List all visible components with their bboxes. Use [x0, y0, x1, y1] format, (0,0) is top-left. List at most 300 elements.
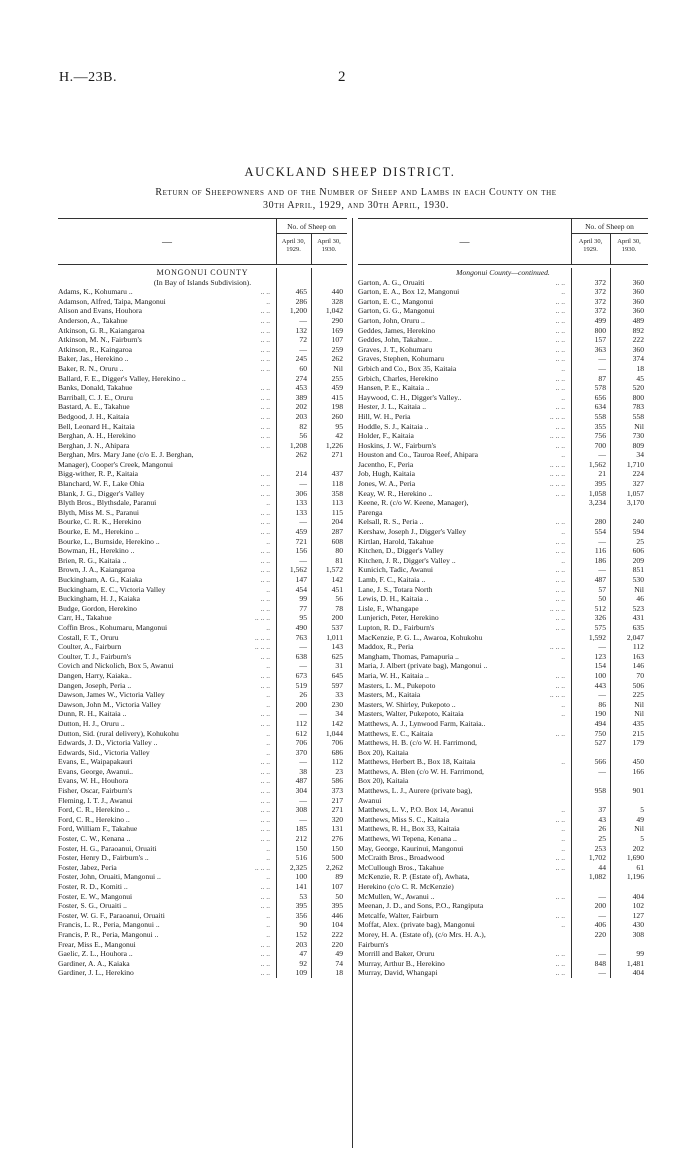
table-row	[58, 824, 347, 834]
leader-dots: .. ..	[260, 527, 270, 537]
table-row	[358, 402, 648, 412]
sheep-1929: 558	[594, 411, 606, 421]
owner-name: Kirtlan, Harold, Takahue	[358, 536, 434, 546]
owner-name: Blyth Bros., Blythsdale, Paranui	[58, 498, 157, 508]
sheep-1929: 389	[295, 392, 307, 402]
owner-name: Bourke, C. R. K., Herekino	[58, 517, 142, 527]
table-row	[58, 815, 347, 825]
leader-dots: .. ..	[260, 718, 270, 728]
leader-dots: ..	[266, 843, 270, 853]
sheep-1930: 107	[331, 335, 343, 345]
sheep-1929: 253	[594, 843, 606, 853]
sheep-1930: 360	[632, 296, 644, 306]
table-row	[358, 729, 648, 739]
table-row	[58, 326, 347, 336]
table-row	[58, 719, 347, 729]
owner-name: Graves, Stephen, Kohumaru	[358, 354, 445, 364]
sheep-1929: 99	[299, 594, 307, 604]
table-row	[58, 940, 347, 950]
table-row	[358, 345, 648, 355]
leader-dots: ..	[266, 622, 270, 632]
owner-name: Carr, H., Takahue	[58, 613, 112, 623]
table-row	[58, 565, 347, 575]
owner-name: Buckingham, E. C., Victoria Valley	[58, 584, 166, 594]
leader-dots: .. ..	[555, 354, 565, 364]
sheep-1930: 1,196	[626, 872, 644, 882]
sheep-1929: 519	[295, 680, 307, 690]
leader-dots: ..	[266, 536, 270, 546]
leader-dots: .. ..	[260, 431, 270, 441]
owner-name: Parenga	[358, 507, 383, 517]
sheep-1930: 163	[632, 651, 644, 661]
sheep-1930: 901	[632, 786, 644, 796]
table-row	[358, 805, 648, 815]
column-rule	[276, 268, 277, 978]
owner-name: Ford, William F., Takahue	[58, 824, 138, 834]
leader-dots: .. ..	[260, 575, 270, 584]
header-year-1929: April 30, 1929.	[578, 238, 603, 253]
leader-dots: .. ..	[555, 440, 565, 450]
sheep-1929: 116	[594, 546, 606, 556]
sheep-1930: Nil	[634, 709, 644, 719]
sheep-1929: 1,562	[289, 565, 307, 575]
sheep-1929: 763	[295, 632, 307, 642]
owner-name: Fairburn's	[358, 939, 389, 949]
owner-name: Matthews, Miss S. C., Kaitaia	[358, 814, 450, 824]
table-row	[58, 374, 347, 384]
sheep-1930: 262	[331, 354, 343, 364]
table-row	[358, 479, 648, 489]
sheep-1929: 60	[299, 363, 307, 373]
leader-dots: .. .. ..	[254, 862, 270, 872]
table-row	[358, 719, 648, 729]
table-row	[358, 786, 648, 796]
sheep-1930: 18	[636, 363, 644, 373]
leader-dots: .. ..	[260, 968, 270, 978]
sheep-1930: 107	[331, 882, 343, 891]
owner-name: Bell, Leonard H., Kaitaia	[58, 421, 135, 431]
table-row	[358, 661, 648, 671]
sheep-1930: 113	[331, 498, 343, 508]
owner-name: Foster, S. G., Oruaiti ..	[58, 901, 127, 911]
owner-name: Masters, L. M., Pukepoto	[358, 680, 436, 690]
sheep-1930: 225	[632, 690, 644, 700]
table-row	[358, 594, 648, 604]
leader-dots: .. .. ..	[549, 479, 565, 489]
county-subheading: (In Bay of Islands Subdivision).	[153, 277, 252, 287]
table-row	[58, 479, 347, 489]
sheep-1930: 686	[331, 747, 343, 757]
leader-dots: .. ..	[260, 891, 270, 901]
sheep-1930: 74	[335, 958, 343, 968]
leader-dots: .. ..	[260, 949, 270, 959]
leader-dots: ..	[561, 287, 565, 297]
table-body	[358, 268, 648, 978]
table-row	[58, 508, 347, 518]
sheep-1930: 586	[331, 776, 343, 786]
sheep-1930: 217	[331, 795, 343, 805]
owner-name: Masters, W. Shirley, Pukepoto ..	[358, 699, 456, 709]
sheep-1930: 23	[335, 766, 343, 776]
owner-name: Atkinson, M. N., Fairburn's	[58, 335, 142, 345]
leader-dots: .. ..	[555, 536, 565, 546]
table-row	[58, 709, 347, 719]
owner-name: Morey, H. A. (Estate of), (c/o Mrs. H. A.),	[358, 929, 486, 939]
sheep-1929: —	[598, 891, 606, 901]
sheep-1930: 395	[331, 901, 343, 911]
owner-name: Berghan, Mrs. Mary Jane (c/o E. J. Berghan,	[58, 450, 194, 460]
table-row	[358, 671, 648, 681]
owner-name: Geddes, John, Takahue..	[358, 335, 432, 345]
sheep-1929: 370	[295, 747, 307, 757]
leader-dots: .. ..	[555, 622, 565, 632]
owner-name: Awanui	[358, 795, 382, 805]
sheep-1929: 72	[299, 335, 307, 345]
owner-name: Murray, David, Whangapi	[358, 968, 438, 978]
table-row	[58, 422, 347, 432]
sheep-1929: 443	[594, 680, 606, 690]
sheep-1929: 77	[299, 603, 307, 613]
sheep-1930: 431	[632, 613, 644, 623]
sheep-1929: 1,562	[588, 459, 606, 469]
header-divider	[571, 219, 572, 264]
table-row	[358, 834, 648, 844]
leader-dots: .. ..	[260, 786, 270, 796]
sheep-1930: 33	[335, 690, 343, 700]
leader-dots: .. ..	[260, 680, 270, 690]
table-row	[358, 748, 648, 758]
table-row	[58, 853, 347, 863]
sheep-1930: Nil	[333, 363, 343, 373]
sheep-1930: 46	[636, 594, 644, 604]
leader-dots: .. ..	[260, 651, 270, 661]
sheep-1929: 44	[598, 862, 606, 872]
sheep-1929: 454	[295, 584, 307, 594]
sheep-1930: 1,572	[325, 565, 343, 575]
leader-dots: .. ..	[555, 565, 565, 575]
leader-dots: .. ..	[260, 392, 270, 402]
table-row	[358, 450, 648, 460]
leader-dots: .. ..	[260, 469, 270, 479]
table-row	[58, 450, 347, 460]
leader-dots: .. ..	[555, 910, 565, 920]
sheep-1929: 87	[598, 373, 606, 383]
leader-dots: .. .. ..	[549, 642, 565, 652]
table-row	[358, 316, 648, 326]
owner-name: Foster, John, Oruaiti, Mangonui ..	[58, 872, 161, 882]
sheep-1929: 465	[295, 287, 307, 297]
sheep-1930: 523	[632, 603, 644, 613]
sheep-1930: 102	[632, 901, 644, 911]
sheep-1929: 516	[295, 853, 307, 863]
owner-name: Bowman, H., Herekino ..	[58, 546, 135, 556]
sheep-1930: 142	[331, 575, 343, 584]
sheep-1930: 327	[632, 479, 644, 489]
sheep-1930: 597	[331, 680, 343, 690]
header-divider	[311, 233, 312, 264]
owner-name: Francis, L. R., Peria, Mangonui ..	[58, 920, 160, 930]
owner-name: Hoddle, S. J., Kaitaia ..	[358, 421, 429, 431]
owner-name: McKenzie, R. P. (Estate of), Awhata,	[358, 872, 470, 882]
sheep-1930: 625	[331, 651, 343, 661]
owner-name: Foster, Jabez, Peria	[58, 862, 117, 872]
sheep-1930: 276	[331, 834, 343, 844]
sheep-1929: 157	[594, 335, 606, 345]
table-row	[358, 393, 648, 403]
sheep-1930: 437	[331, 469, 343, 479]
sheep-1930: 80	[335, 546, 343, 556]
leader-dots: .. ..	[260, 757, 270, 767]
sheep-1930: Nil	[634, 699, 644, 709]
table-row	[358, 575, 648, 585]
sheep-1929: 1,082	[588, 872, 606, 882]
leader-dots: .. ..	[555, 728, 565, 738]
table-row	[58, 738, 347, 748]
sheep-1930: 230	[331, 699, 343, 709]
sheep-1929: —	[598, 910, 606, 920]
owner-name: Murray, Arthur B., Herekino	[358, 958, 445, 968]
table-row	[358, 959, 648, 969]
owner-name: Frear, Miss E., Mangonui	[58, 939, 136, 949]
sheep-1929: 578	[594, 383, 606, 393]
table-row	[358, 863, 648, 873]
sheep-1929: 26	[299, 690, 307, 700]
sheep-1929: 47	[299, 949, 307, 959]
sheep-1930: 127	[632, 910, 644, 920]
owner-name: Dunn, R. H., Kaitaia ..	[58, 709, 127, 719]
sheep-1930: 360	[632, 344, 644, 354]
sheep-1930: 118	[331, 479, 343, 489]
sheep-1930: 240	[632, 517, 644, 527]
owner-name: Covich and Nickolich, Box 5, Awanui	[58, 661, 174, 671]
sheep-1929: 186	[594, 555, 606, 565]
table-row	[58, 671, 347, 681]
owner-name: Blank, J. G., Digger's Valley	[58, 488, 145, 498]
owner-name: McMullen, W., Awanui ..	[358, 891, 435, 901]
owner-name: Berghan, J. N., Ahipara	[58, 440, 130, 450]
sheep-1930: 374	[632, 354, 644, 364]
sheep-1929: 280	[594, 517, 606, 527]
sheep-1930: 530	[632, 575, 644, 584]
owner-name: Garton, John, Oruru ..	[358, 315, 425, 325]
table-header	[358, 218, 648, 265]
sheep-1929: —	[598, 968, 606, 978]
owner-name: Lunjerich, Peter, Herekino	[358, 613, 439, 623]
sheep-1929: 112	[295, 718, 307, 728]
table-row	[358, 546, 648, 556]
document-subtitle	[56, 186, 656, 212]
sheep-1929: 634	[594, 402, 606, 412]
sheep-1929: —	[598, 565, 606, 575]
sheep-1929: 356	[295, 910, 307, 920]
sheep-1929: 848	[594, 958, 606, 968]
sheep-1929: 372	[594, 296, 606, 306]
owner-name: Alison and Evans, Houhora	[58, 306, 142, 316]
sheep-1930: 259	[331, 344, 343, 354]
leader-dots: ..	[561, 450, 565, 460]
sheep-1929: 499	[594, 315, 606, 325]
owner-name: Gardiner, J. L., Herekino	[58, 968, 134, 978]
owner-name: Dawson, John M., Victoria Valley	[58, 699, 161, 709]
sheep-1929: 95	[299, 613, 307, 623]
leader-dots: .. ..	[555, 575, 565, 584]
leader-dots: .. ..	[260, 411, 270, 421]
owner-name: Manager), Cooper's Creek, Mangonui	[58, 459, 174, 469]
sheep-1929: 638	[295, 651, 307, 661]
sheep-1930: 440	[331, 287, 343, 297]
sheep-1929: 304	[295, 786, 307, 796]
sheep-1929: —	[299, 814, 307, 824]
leader-dots: .. ..	[260, 488, 270, 498]
leader-dots: .. ..	[555, 306, 565, 316]
sheep-1930: 3,170	[626, 498, 644, 508]
sheep-1930: 166	[632, 766, 644, 776]
table-row	[58, 863, 347, 873]
table-row	[58, 594, 347, 604]
leader-dots: .. ..	[260, 795, 270, 805]
sheep-1929: 123	[594, 651, 606, 661]
owner-name: Keay, W. R., Herekino ..	[358, 488, 433, 498]
table-row	[358, 815, 648, 825]
owner-name: Coulter, A., Fairburn	[58, 642, 122, 652]
leader-dots: .. ..	[260, 603, 270, 613]
sheep-1930: 635	[632, 622, 644, 632]
owner-name: Anderson, A., Takahue	[58, 315, 128, 325]
sheep-1930: 222	[632, 335, 644, 345]
leader-dots: ..	[561, 392, 565, 402]
owner-name: Edwards, Sid., Victoria Valley	[58, 747, 150, 757]
owner-name: Foster, C. W., Kenana ..	[58, 834, 131, 844]
owner-name: Coffin Bros., Kohumaru, Mangonui	[58, 622, 168, 632]
table-row	[58, 661, 347, 671]
owner-name: Atkinson, R., Kaingaroa	[58, 344, 133, 354]
table-row	[58, 306, 347, 316]
table-row	[58, 805, 347, 815]
owner-name: Masters, Walter, Pukepoto, Kaitaia	[358, 709, 464, 719]
table-row	[358, 690, 648, 700]
sheep-1930: 360	[632, 287, 644, 297]
header-year-1929: April 30, 1929.	[281, 238, 306, 253]
owner-name: Brien, R. G., Kaitaia ..	[58, 555, 127, 565]
sheep-1930: 112	[331, 757, 343, 767]
leader-dots: .. ..	[260, 335, 270, 345]
owner-name: Lisle, F., Whangape	[358, 603, 419, 613]
table-row	[358, 498, 648, 508]
sheep-1929: —	[299, 479, 307, 489]
leader-dots: .. ..	[260, 824, 270, 834]
table-row	[358, 911, 648, 921]
leader-dots: .. ..	[260, 440, 270, 450]
owner-name: Masters, M., Kaitaia	[358, 690, 421, 700]
sheep-1929: 150	[295, 843, 307, 853]
sheep-1930: 1,057	[626, 488, 644, 498]
sheep-1929: 575	[594, 622, 606, 632]
sheep-1929: 133	[295, 507, 307, 517]
leader-dots: .. ..	[555, 325, 565, 335]
owner-name: Matthews, L. J., Aurere (private bag),	[358, 786, 473, 796]
leader-dots: .. ..	[260, 306, 270, 316]
table-row	[358, 872, 648, 882]
leader-dots: .. ..	[260, 546, 270, 556]
owner-name: Baker, R. N., Oruru ..	[58, 363, 124, 373]
leader-dots: .. ..	[555, 584, 565, 594]
sheep-1930: 112	[632, 642, 644, 652]
leader-dots: .. ..	[260, 402, 270, 412]
owner-name: Hester, J. L., Kaitaia ..	[358, 402, 427, 412]
leader-dots: ..	[266, 872, 270, 882]
leader-dots: .. ..	[260, 939, 270, 949]
table-row	[358, 287, 648, 297]
owner-name: Buckingham, H. J., Kaiaka	[58, 594, 141, 604]
leader-dots: .. .. ..	[549, 411, 565, 421]
sheep-1930: 1,044	[325, 728, 343, 738]
leader-dots: .. ..	[555, 670, 565, 680]
sheep-1930: 520	[632, 383, 644, 393]
sheep-1930: Nil	[634, 584, 644, 594]
county-subheading: Mongonui County—continued.	[456, 268, 550, 277]
leader-dots: ..	[266, 498, 270, 508]
sheep-1929: 286	[295, 296, 307, 306]
sheep-1930: 222	[331, 929, 343, 939]
owner-name: Matthews, L. V., P.O. Box 14, Awanui	[358, 805, 474, 815]
table-row	[358, 306, 648, 316]
sheep-1929: 800	[594, 325, 606, 335]
table-row	[58, 335, 347, 345]
sheep-1929: —	[299, 315, 307, 325]
table-row	[58, 498, 347, 508]
sheep-1930: 320	[331, 814, 343, 824]
owner-name: Maria, J. Albert (private bag), Mangonui ..	[358, 661, 488, 671]
owner-name: Keene, R. (c/o W. Keene, Manager),	[358, 498, 469, 508]
table-row	[58, 527, 347, 537]
leader-dots: ..	[561, 920, 565, 930]
leader-dots: ..	[266, 738, 270, 748]
sheep-1930: 851	[632, 565, 644, 575]
sheep-1929: 308	[295, 805, 307, 815]
sheep-1929: 1,200	[289, 306, 307, 316]
leader-dots: .. ..	[555, 488, 565, 498]
owner-name: Barriball, C. J. E., Oruru	[58, 392, 133, 402]
owner-name: Holder, F., Kaitaia	[358, 431, 414, 441]
owner-name: Mangham, Thomas, Pamapuria ..	[358, 651, 459, 661]
sheep-1930: 81	[335, 555, 343, 565]
table-row	[358, 844, 648, 854]
leader-dots: .. ..	[555, 277, 565, 287]
leader-dots: .. .. ..	[549, 459, 565, 469]
sheep-1929: —	[598, 642, 606, 652]
sheep-1929: 406	[594, 920, 606, 930]
table-row	[358, 709, 648, 719]
owner-name: May, George, Kaurinui, Mangonui	[358, 843, 464, 853]
owner-name: Dangen, Harry, Kaiaka..	[58, 670, 132, 680]
leader-dots: ..	[561, 527, 565, 537]
sheep-1929: —	[299, 661, 307, 671]
sheep-1929: 274	[295, 373, 307, 383]
sheep-1930: 537	[331, 622, 343, 632]
table-row	[358, 412, 648, 422]
sheep-1930: 260	[331, 411, 343, 421]
owner-name: Jacentho, F., Peria	[358, 459, 414, 469]
sheep-1930: 360	[632, 306, 644, 316]
sheep-1930: 608	[331, 536, 343, 546]
sheep-1929: 1,592	[588, 632, 606, 642]
owner-name: Fleming, I. T. J., Awanui	[58, 795, 133, 805]
table-row	[358, 853, 648, 863]
table-row	[58, 364, 347, 374]
table-row	[358, 757, 648, 767]
column-rule	[311, 268, 312, 978]
sheep-1929: 706	[295, 738, 307, 748]
